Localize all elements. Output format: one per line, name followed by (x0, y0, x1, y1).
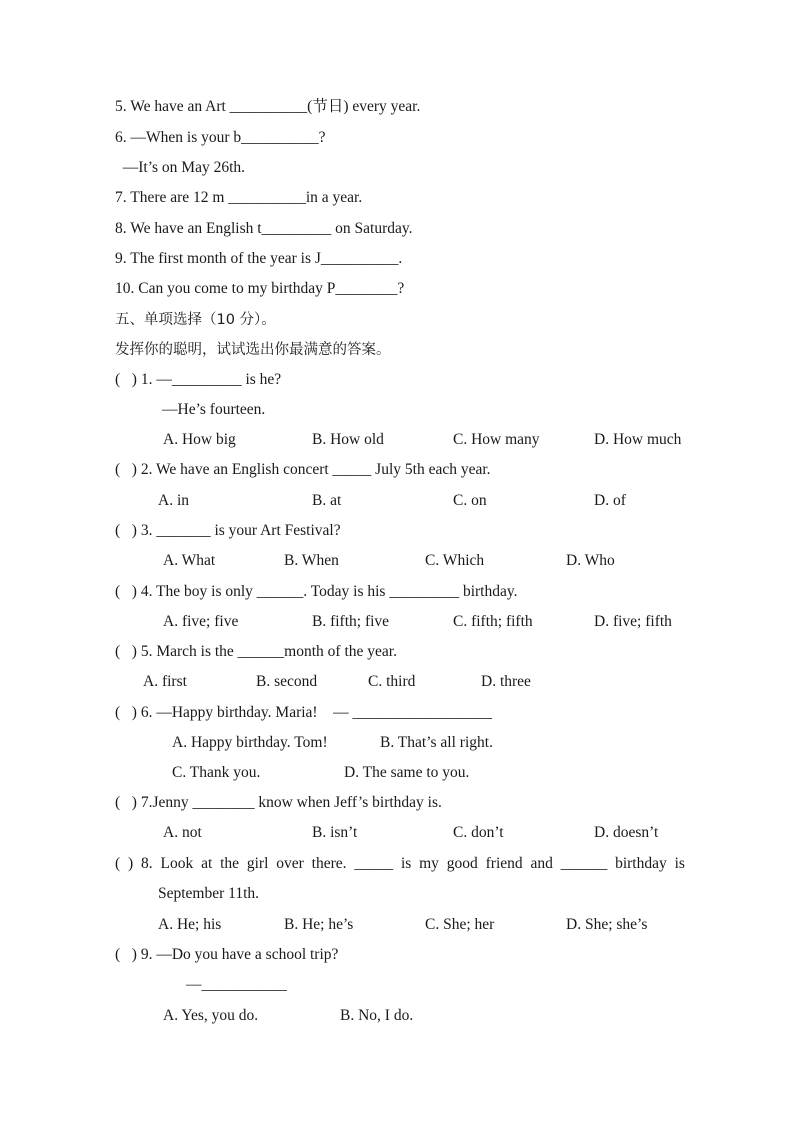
fill-item-6-answer: —It’s on May 26th. (115, 159, 246, 176)
q8-word: my (419, 855, 439, 872)
question-6-option-d: D. The same to you. (344, 764, 470, 781)
question-5-option-a: A. first (143, 673, 187, 690)
question-1-stem: ( ) 1. —_________ is he? (115, 371, 282, 388)
q8-word: the (220, 855, 240, 872)
q8-word: good (446, 855, 478, 872)
question-4-option-c: C. fifth; fifth (453, 613, 533, 630)
question-3-option-d: D. Who (566, 552, 615, 569)
fill-item-10: 10. Can you come to my birthday P________? (115, 280, 405, 297)
question-2-option-a: A. in (158, 492, 189, 509)
fill-item-9: 9. The first month of the year is J__________. (115, 250, 403, 267)
question-2-option-b: B. at (312, 492, 342, 509)
question-8-option-c: C. She; her (425, 916, 495, 933)
q8-word: is (400, 855, 412, 872)
section-five-title: 五、单项选择（10 分）。 (115, 312, 276, 328)
question-7-option-b: B. isn’t (312, 824, 358, 841)
q8-word: 8. (141, 855, 153, 872)
q8-word: ) (128, 855, 134, 872)
question-7-stem: ( ) 7.Jenny ________ know when Jeff’s birthday is. (115, 794, 442, 811)
q8-word: ( (115, 855, 121, 872)
q8-word: is (674, 855, 685, 872)
question-3-option-b: B. When (284, 552, 339, 569)
question-1-extra: —He’s fourteen. (162, 401, 266, 418)
q8-word: over (276, 855, 304, 872)
question-5-stem: ( ) 5. March is the ______month of the year. (115, 643, 397, 660)
fill-item-7: 7. There are 12 m __________in a year. (115, 189, 363, 206)
question-9-stem: ( ) 9. —Do you have a school trip? (115, 946, 339, 963)
question-7-option-a: A. not (163, 824, 202, 841)
question-1-option-d: D. How much (594, 431, 682, 448)
question-6-stem: ( ) 6. —Happy birthday. Maria! — __________________ (115, 704, 492, 721)
q8-word: birthday (615, 855, 667, 872)
q8-word: there. (311, 855, 347, 872)
question-9-extra: —___________ (186, 976, 287, 993)
question-3-option-c: C. Which (425, 552, 485, 569)
question-1-option-c: C. How many (453, 431, 540, 448)
question-4-stem: ( ) 4. The boy is only ______. Today is his _________ birthday. (115, 583, 518, 600)
question-6-option-a: A. Happy birthday. Tom! (172, 734, 328, 751)
fill-item-6: 6. —When is your b__________? (115, 129, 326, 146)
q8-word: friend (485, 855, 523, 872)
question-1-option-b: B. How old (312, 431, 384, 448)
question-9-option-b: B. No, I do. (340, 1007, 414, 1024)
question-2-option-c: C. on (453, 492, 487, 509)
question-5-option-c: C. third (368, 673, 416, 690)
question-3-option-a: A. What (163, 552, 216, 569)
question-6-option-c: C. Thank you. (172, 764, 261, 781)
q8-word: ______ (560, 855, 608, 872)
section-five-instruction: 发挥你的聪明，试试选出你最满意的答案。 (115, 342, 391, 358)
question-6-option-b: B. That’s all right. (380, 734, 493, 751)
question-7-option-c: C. don’t (453, 824, 504, 841)
fill-item-5: 5. We have an Art __________(节日) every year. (115, 98, 421, 115)
question-4-option-d: D. five; fifth (594, 613, 672, 630)
question-2-option-d: D. of (594, 492, 626, 509)
question-4-option-a: A. five; five (163, 613, 239, 630)
question-8-option-b: B. He; he’s (284, 916, 354, 933)
question-1-option-a: A. How big (163, 431, 236, 448)
q8-word: girl (246, 855, 269, 872)
question-8-stem (115, 854, 685, 874)
question-8-option-a: A. He; his (158, 916, 222, 933)
q8-word: Look (160, 855, 194, 872)
question-7-option-d: D. doesn’t (594, 824, 659, 841)
question-3-stem: ( ) 3. _______ is your Art Festival? (115, 522, 341, 539)
question-2-stem: ( ) 2. We have an English concert _____ July 5th each year. (115, 461, 491, 478)
fill-item-8: 8. We have an English t_________ on Saturday. (115, 220, 413, 237)
q8-word: _____ (354, 855, 394, 872)
question-9-option-a: A. Yes, you do. (163, 1007, 259, 1024)
question-5-option-d: D. three (481, 673, 531, 690)
q8-word: at (201, 855, 213, 872)
question-8-stem-continued: September 11th. (158, 885, 260, 902)
question-4-option-b: B. fifth; five (312, 613, 390, 630)
question-5-option-b: B. second (256, 673, 318, 690)
q8-word: and (530, 855, 553, 872)
question-8-option-d: D. She; she’s (566, 916, 648, 933)
